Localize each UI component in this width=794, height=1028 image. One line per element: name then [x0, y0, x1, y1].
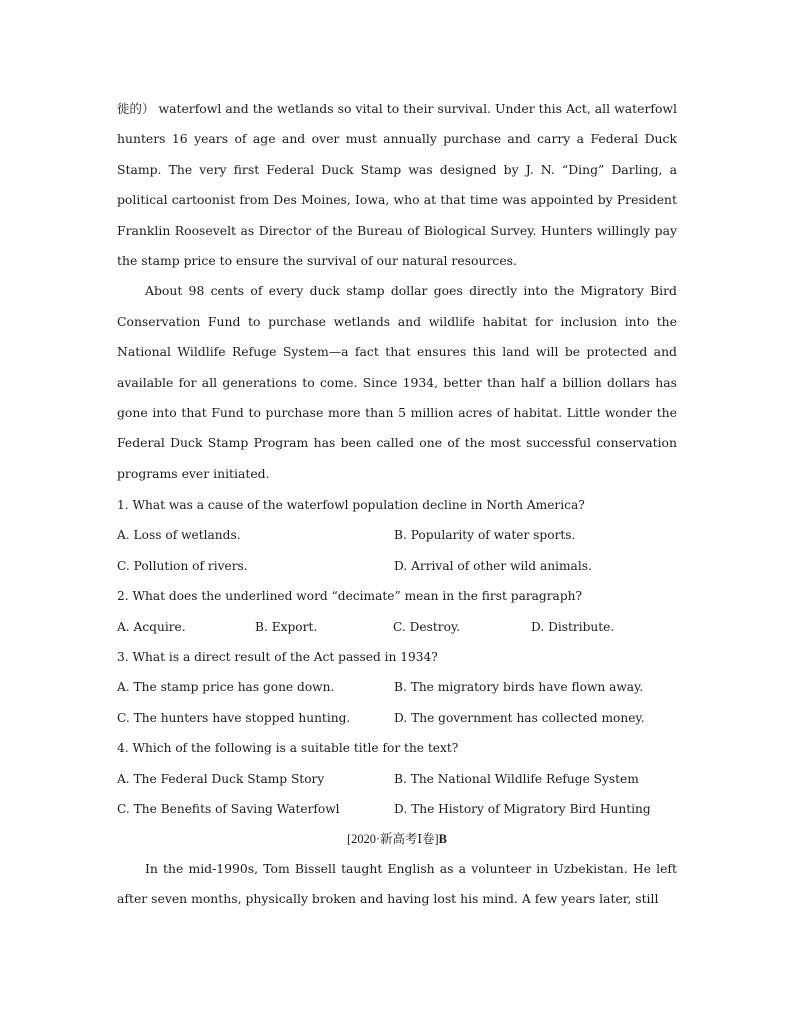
question-stem: 1. What was a cause of the waterfowl population decline in North America? — [117, 498, 585, 512]
option-a: A. Loss of wetlands. — [117, 528, 241, 543]
option-c: C. The Benefits of Saving Waterfowl — [117, 802, 340, 817]
question-3 — [117, 642, 677, 733]
option-d: D. The government has collected money. — [394, 710, 645, 725]
option-b: B. The National Wildlife Refuge System — [394, 771, 639, 786]
option-row — [117, 672, 677, 702]
option-a: A. Acquire. — [117, 619, 186, 634]
section-heading-label: [2020·新高考Ⅰ卷] — [347, 832, 439, 846]
passage-one-paragraph-1: 徙的） waterfowl and the wetlands so vital to their survival. Under this Act, all waterfowl hunters 16 years of age and over must annually purchase and carry a Federal Duck Stamp. The very first Federal Duck Stamp was designed by J. N. “Ding” Darling, a political cartoonist from Des Moines, Iowa, who at that time was appointed by President Franklin Roosevelt as Director of the Bureau of Biological Survey. Hunters willingly pay the stamp price to ensure the survival of our natural resources. — [117, 101, 677, 269]
option-row — [117, 794, 677, 824]
option-row — [117, 612, 677, 642]
option-d: D. Distribute. — [531, 619, 615, 634]
option-a: A. The Federal Duck Stamp Story — [117, 771, 325, 786]
question-2 — [117, 581, 677, 642]
question-stem: 3. What is a direct result of the Act passed in 1934? — [117, 650, 438, 665]
question-1 — [117, 490, 677, 581]
option-b: B. Export. — [255, 619, 318, 634]
question-stem: 2. What does the underlined word “decimate” mean in the first paragraph? — [117, 589, 583, 604]
passage-one-paragraph-2: About 98 cents of every duck stamp dollar goes directly into the Migratory Bird Conservation Fund to purchase wetlands and wildlife habitat for inclusion into the National Wildlife Refuge System—a fact that ensures this land will be protected and available for all generations to come. Since 1934, better than half a billion dollars has gone into that Fund to purchase more than 5 million acres of habitat. Little wonder the Federal Duck Stamp Program has been called one of the most successful conservation programs ever initiated. — [117, 283, 677, 481]
passage-two — [117, 854, 677, 915]
question-stem: 4. Which of the following is a suitable title for the text? — [117, 741, 459, 756]
option-c: C. Pollution of rivers. — [117, 558, 248, 573]
option-c: C. Destroy. — [393, 619, 461, 634]
option-b: B. Popularity of water sports. — [394, 528, 576, 543]
option-d: D. The History of Migratory Bird Hunting — [394, 802, 651, 817]
section-heading — [117, 824, 677, 854]
option-row — [117, 764, 677, 794]
option-a: A. The stamp price has gone down. — [117, 680, 335, 695]
option-b: B. The migratory birds have flown away. — [394, 680, 644, 695]
passage-one — [117, 94, 677, 489]
option-c: C. The hunters have stopped hunting. — [117, 710, 351, 725]
option-row — [117, 703, 677, 733]
option-row — [117, 551, 677, 581]
option-row — [117, 520, 677, 550]
passage-two-paragraph-1: In the mid-1990s, Tom Bissell taught English as a volunteer in Uzbekistan. He left after seven months, physically broken and having lost his mind. A few years later, still — [117, 861, 677, 907]
section-heading-letter: B — [438, 832, 447, 846]
question-list — [117, 490, 677, 824]
question-4 — [117, 733, 677, 824]
option-d: D. Arrival of other wild animals. — [394, 558, 592, 573]
